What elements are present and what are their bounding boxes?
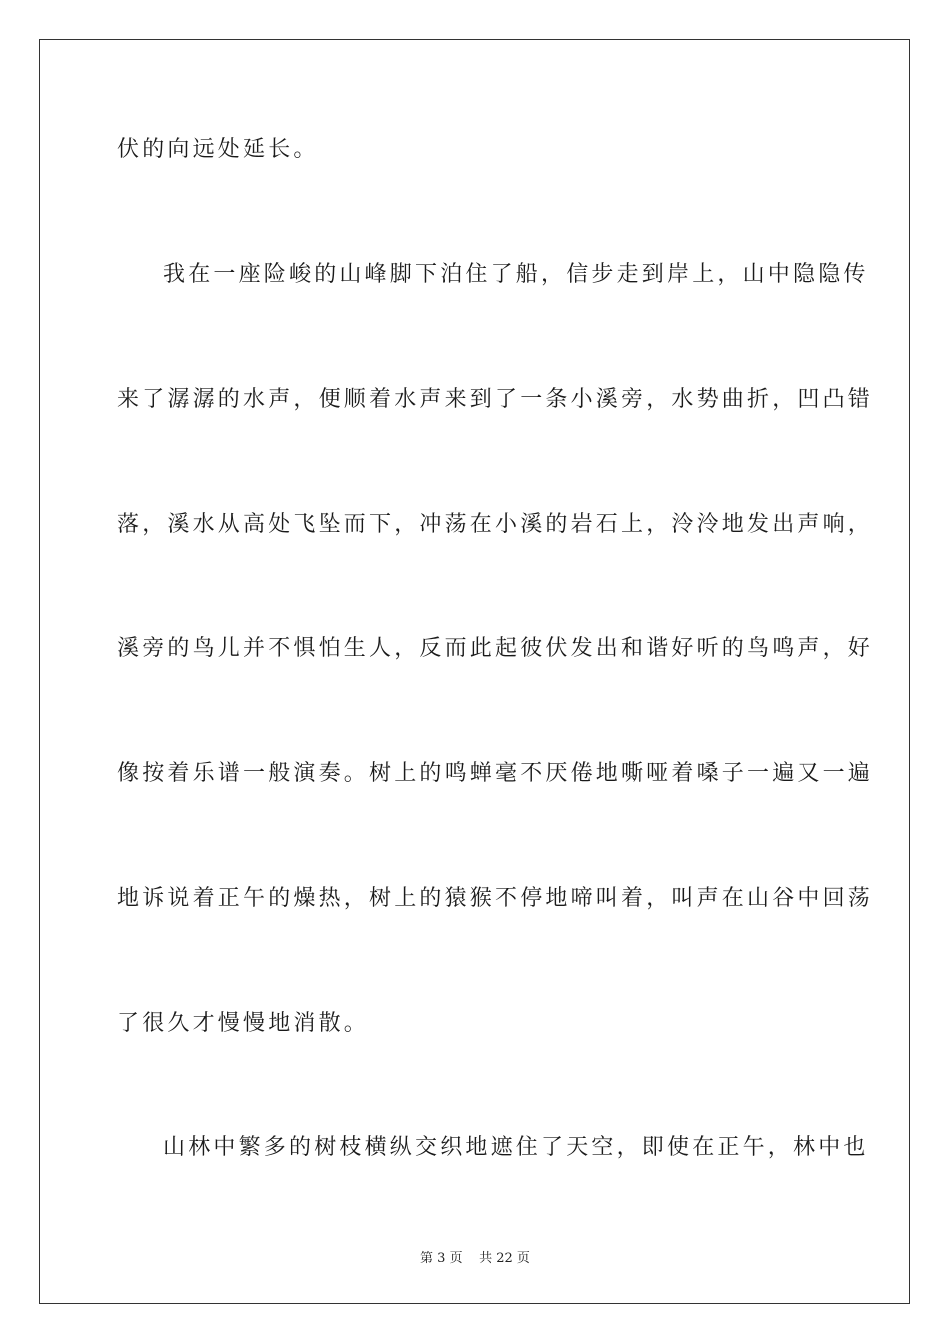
paragraph-line: 伏的向远处延长。 — [117, 137, 319, 162]
paragraph-line: 落，溪水从高处飞坠而下，冲荡在小溪的岩石上，泠泠地发出声响， — [117, 512, 874, 537]
paragraph-line: 山林中繁多的树枝横纵交织地遮住了天空，即使在正午，林中也 — [163, 1135, 869, 1160]
paragraph-line: 来了潺潺的水声，便顺着水声来到了一条小溪旁，水势曲折，凹凸错 — [117, 387, 874, 412]
paragraph-line: 像按着乐谱一般演奏。树上的鸣蝉毫不厌倦地嘶哑着嗓子一遍又一遍 — [117, 761, 874, 786]
page-border — [39, 39, 910, 1304]
paragraph-line: 了很久才慢慢地消散。 — [117, 1011, 370, 1036]
paragraph-line: 地诉说着正午的燥热，树上的猿猴不停地啼叫着，叫声在山谷中回荡 — [117, 886, 874, 911]
page-total: 共 22 页 — [479, 1251, 530, 1266]
paragraph-line: 溪旁的鸟儿并不惧怕生人，反而此起彼伏发出和谐好听的鸟鸣声，好 — [117, 636, 874, 661]
paragraph-line: 我在一座险峻的山峰脚下泊住了船，信步走到岸上，山中隐隐传 — [163, 262, 869, 287]
page-footer — [0, 1247, 950, 1266]
page-number: 第 3 页 — [420, 1251, 463, 1266]
